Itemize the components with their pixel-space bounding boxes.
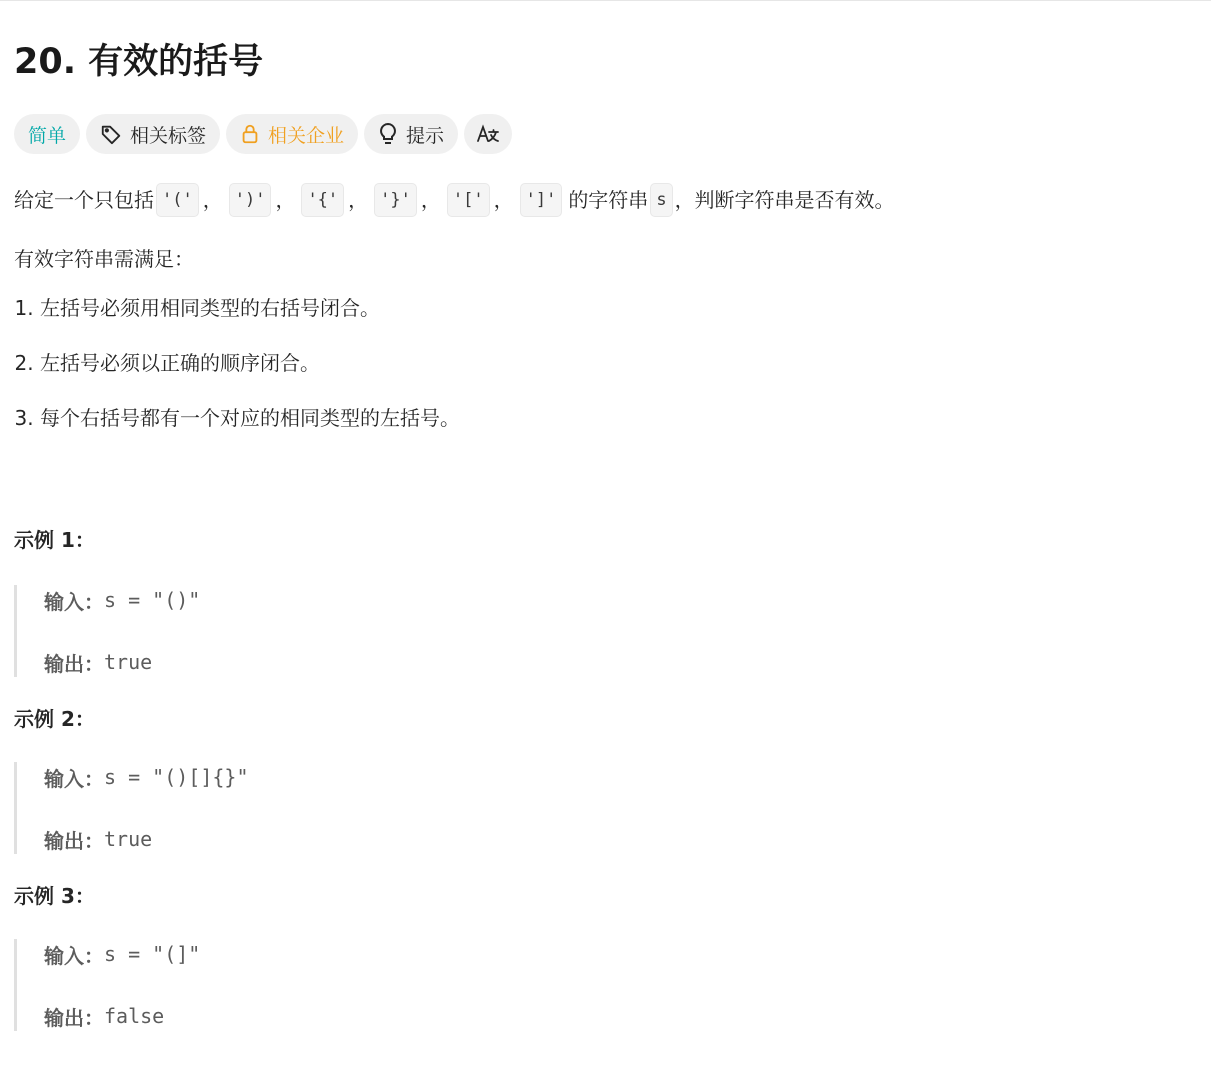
problem-title: 20. 有效的括号 bbox=[14, 42, 264, 82]
input-value: s = "(]" bbox=[104, 942, 201, 966]
lightbulb-icon bbox=[378, 122, 398, 146]
output-label: 输出： bbox=[44, 828, 104, 853]
difficulty-tag[interactable] bbox=[14, 114, 80, 154]
tag-bar bbox=[14, 114, 1197, 154]
difficulty-label: 简单 bbox=[28, 124, 67, 147]
input-value: s = "()[]{}" bbox=[104, 765, 249, 789]
char-code: ']' bbox=[520, 183, 563, 217]
char-code: '[' bbox=[447, 183, 490, 217]
translate-icon bbox=[476, 123, 500, 145]
example-block bbox=[14, 939, 1197, 1031]
requirements-title: 有效字符串需满足： bbox=[14, 247, 194, 271]
input-value: s = "()" bbox=[104, 588, 201, 612]
output-value: true bbox=[104, 827, 153, 851]
output-label: 输出： bbox=[44, 651, 104, 676]
tag-icon bbox=[100, 123, 122, 145]
char-code: '}' bbox=[374, 183, 417, 217]
list-item: 3. 每个右括号都有一个对应的相同类型的左括号。 bbox=[40, 404, 1197, 432]
problem-description: 给定一个只包括 '(' ， ')' ， '{' ， '}' ， '[' ， ']' 的字符串 s ，判断字符串是否有效。 bbox=[14, 184, 1197, 216]
char-code: ')' bbox=[229, 183, 272, 217]
example-title: 示例 2： bbox=[14, 707, 95, 731]
var-code: s bbox=[650, 183, 672, 217]
example-block bbox=[14, 762, 1197, 854]
input-label: 输入： bbox=[44, 589, 104, 614]
related-companies-label: 相关企业 bbox=[268, 124, 345, 147]
list-item: 2. 左括号必须以正确的顺序闭合。 bbox=[40, 349, 1197, 377]
requirements-list bbox=[14, 294, 1197, 432]
hint-button[interactable] bbox=[364, 114, 458, 154]
related-tags-button[interactable] bbox=[86, 114, 220, 154]
output-value: false bbox=[104, 1004, 165, 1028]
problem-page bbox=[0, 1, 1211, 1031]
input-label: 输入： bbox=[44, 943, 104, 968]
output-value: true bbox=[104, 650, 153, 674]
example-title: 示例 3： bbox=[14, 884, 95, 908]
example-block bbox=[14, 585, 1197, 677]
related-companies-button[interactable] bbox=[226, 114, 358, 154]
input-label: 输入： bbox=[44, 766, 104, 791]
hint-label: 提示 bbox=[406, 124, 445, 147]
translate-button[interactable] bbox=[464, 114, 512, 154]
lock-icon bbox=[240, 123, 260, 145]
list-item: 1. 左括号必须用相同类型的右括号闭合。 bbox=[40, 294, 1197, 322]
char-code: '(' bbox=[156, 183, 199, 217]
char-code: '{' bbox=[301, 183, 344, 217]
example-title: 示例 1： bbox=[14, 528, 95, 552]
output-label: 输出： bbox=[44, 1005, 104, 1030]
related-tags-label: 相关标签 bbox=[130, 124, 207, 147]
